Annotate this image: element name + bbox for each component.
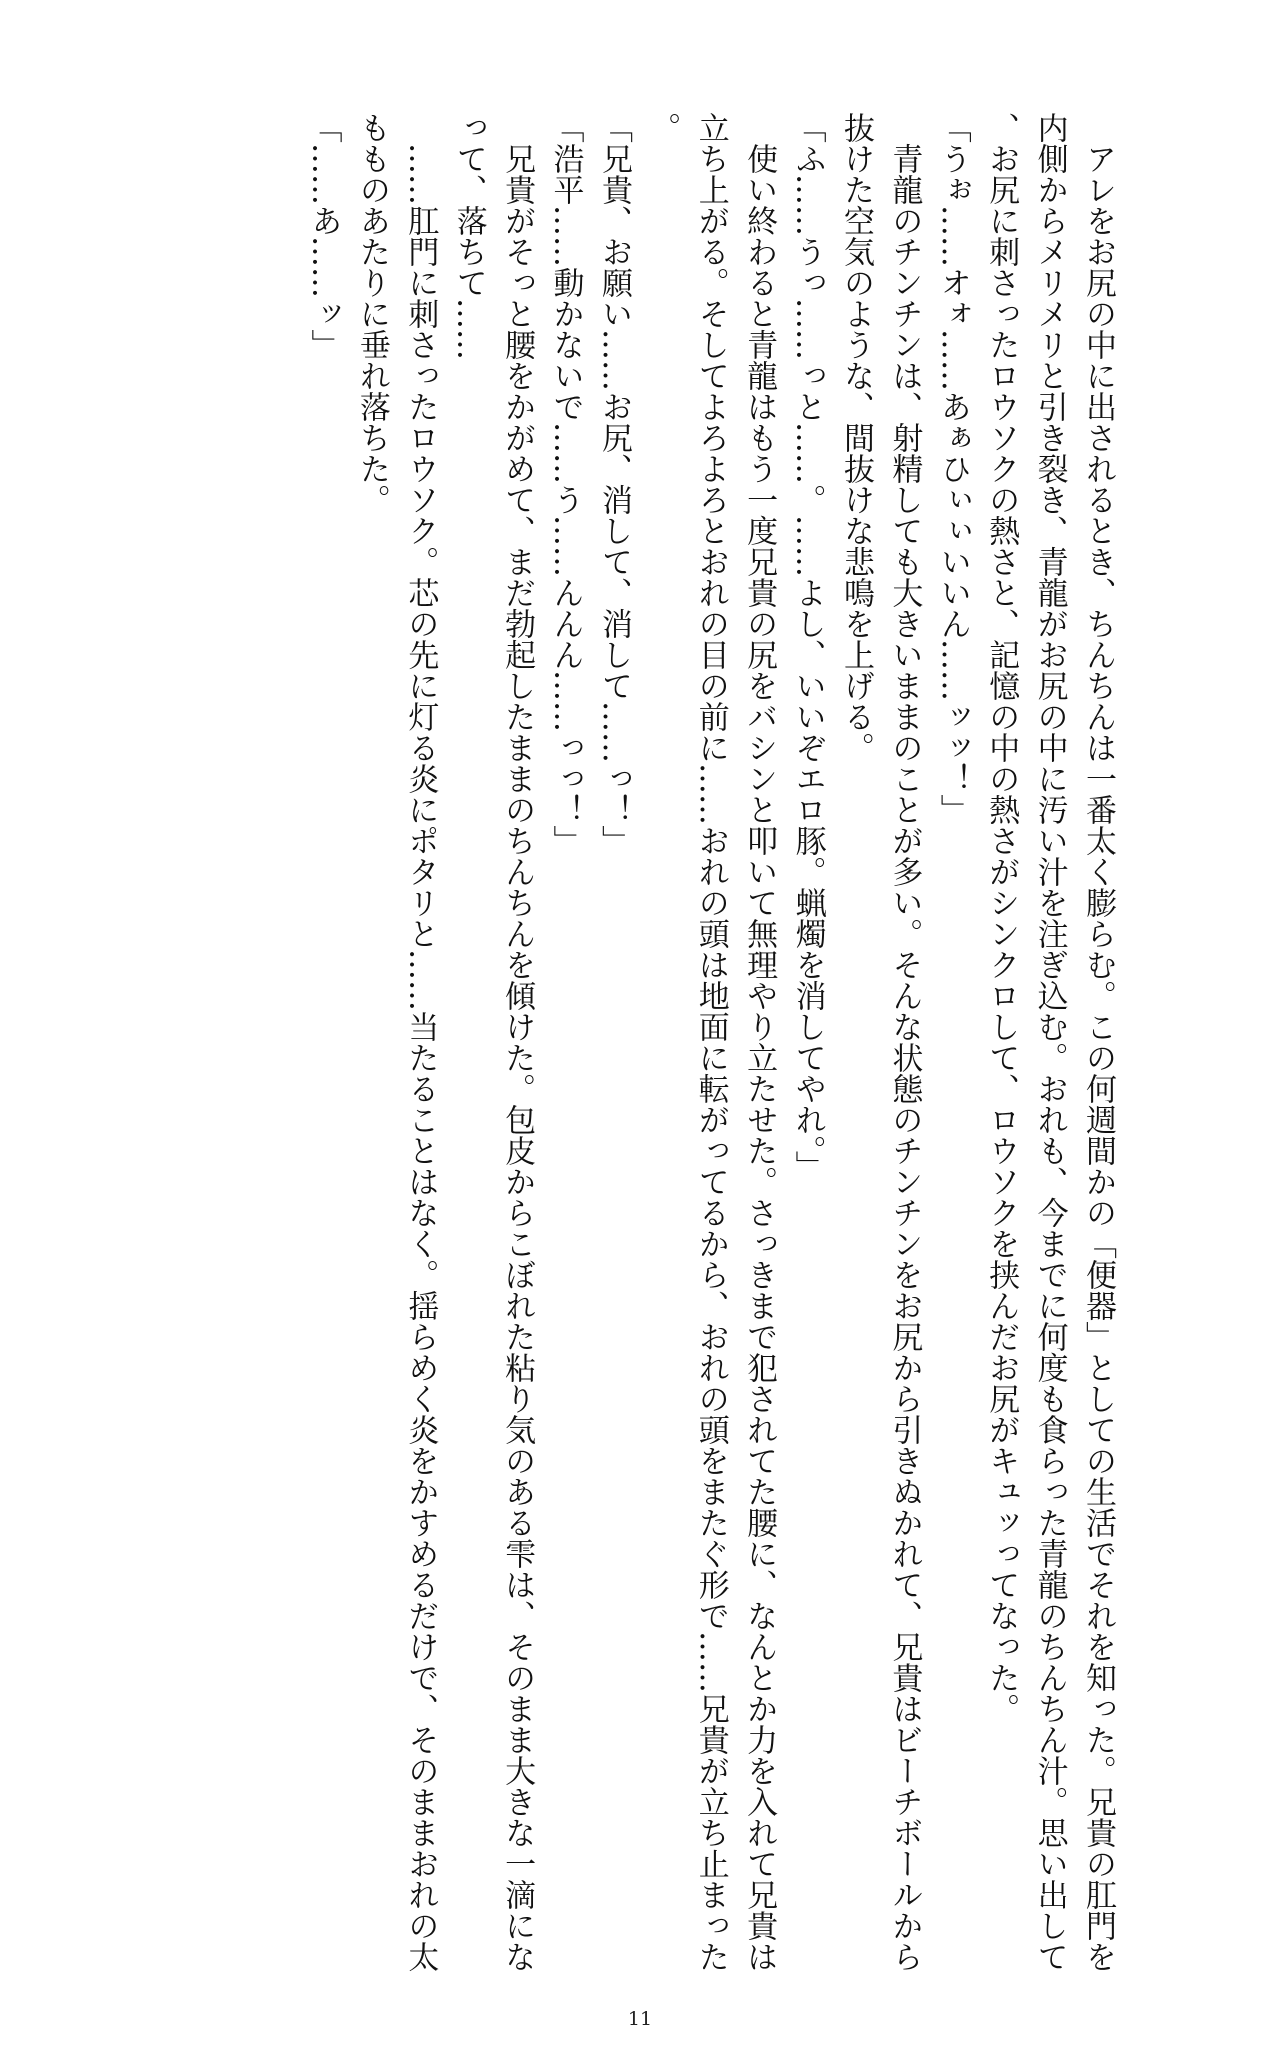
dialogue-line: 「浩平……動かないで……う……んんん……っっ！」 (547, 112, 584, 856)
paragraph: 兄貴がそっと腰をかがめて、まだ勃起したままのちんちんを傾けた。包皮からこぼれた粘り気のある雫は、そのまま大きな一滴になって、落ちて…… (450, 112, 536, 1972)
page-number: 11 (627, 2008, 653, 2030)
paragraph: 使い終わると青龍はもう一度兄貴の尻をバシンと叩いて無理やり立たせた。さっきまで犯されてた腰に、なんとか力を入れて兄貴は立ち上がる。そしてよろよろとおれの目の前に……おれの頭は地面に転がってるから、おれの頭をまたぐ形で……兄貴が立ち止まった。 (644, 112, 778, 1972)
paragraph: 青龍のチンチンは、射精しても大きいままのことが多い。そんな状態のチンチンをお尻から引きぬかれて、兄貴はビーチボールから抜けた空気のような、間抜けな悲鳴を上げる。 (837, 112, 923, 1972)
paragraph: アレをお尻の中に出されるとき、ちんちんは一番太く膨らむ。この何週間かの「便器」としての生活でそれを知った。兄貴の肛門を内側からメリメリと引き裂き、青龍がお尻の中に汚い汁を注ぎ込む。おれも、今までに何度も食らった青龍のちんちん汁。思い出して、お尻に刺さったロウソクの熱さと、記憶の中の熱さがシンクロして、ロウソクを挟んだお尻がキュッってなった。 (983, 112, 1116, 1972)
dialogue-line: 「ふ……うっ……っと……。……よし、いいぞエロ豚。蝋燭を消してやれ。」 (789, 112, 826, 1182)
dialogue-line: 「兄貴、お願い……お尻、消して、消して……っ！」 (595, 112, 632, 856)
dialogue-line: 「……あ……ッ」 (305, 112, 342, 360)
paragraph: ……肛門に刺さったロウソク。芯の先に灯る炎にポタリと……当たることはなく。揺らめく炎をかすめるだけで、そのままおれの太もものあたりに垂れ落ちた。 (353, 112, 439, 1972)
vertical-text-body (122, 112, 1122, 1992)
dialogue-line: 「うぉ……オォ……あぁひぃぃいいん……ッッ！」 (934, 112, 971, 825)
